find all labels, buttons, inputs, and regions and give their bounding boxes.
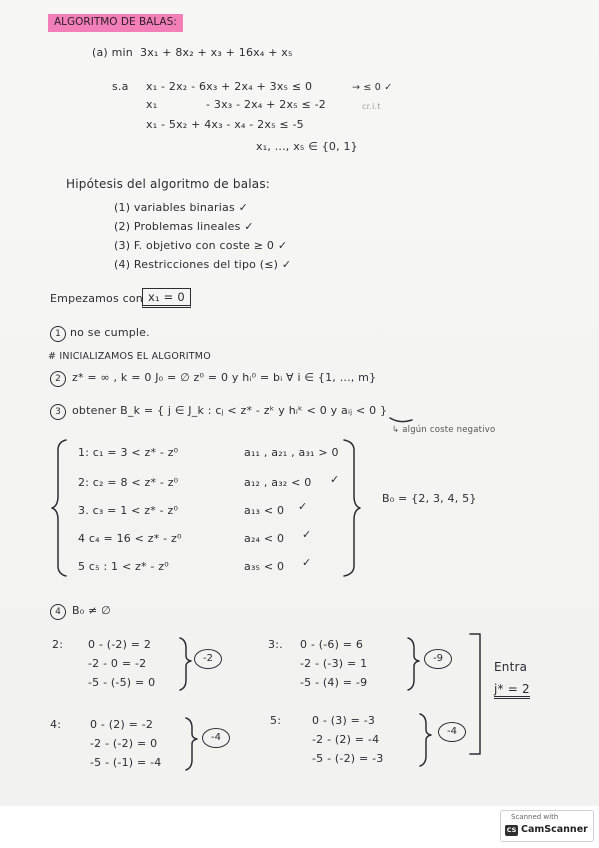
calc-2-line-3: -5 - (-5) = 0 bbox=[88, 676, 156, 689]
check-row-2: ✓ bbox=[330, 473, 340, 486]
variable-domain: x₁, ..., x₅ ∈ {0, 1} bbox=[256, 140, 358, 153]
b0-result: B₀ = {2, 3, 4, 5} bbox=[382, 492, 477, 505]
step-2-text: z* = ∞ , k = 0 J₀ = ∅ z⁰ = 0 y hᵢ⁰ = bᵢ ∀ i ∈ {1, ..., m} bbox=[72, 371, 377, 384]
constraint-1: x₁ - 2x₂ - 6x₃ + 2x₄ + 3x₅ ≤ 0 bbox=[146, 80, 313, 93]
calc-2-line-1: 0 - (-2) = 2 bbox=[88, 638, 152, 651]
calc-3-line-1: 0 - (-6) = 6 bbox=[300, 638, 364, 651]
calc-4-line-3: -5 - (-1) = -4 bbox=[90, 756, 162, 769]
step-4-number: 4 bbox=[50, 604, 66, 620]
objective-label: (a) min bbox=[92, 46, 133, 59]
calc-3-result: -9 bbox=[424, 649, 452, 669]
jstar-result: j* = 2 bbox=[494, 682, 530, 699]
cost-row-1: 1: c₁ = 3 < z* - z⁰ bbox=[78, 446, 179, 459]
calc-5-line-3: -5 - (-2) = -3 bbox=[312, 752, 384, 765]
step-3-text: obtener B_k = { j ∈ J_k : cⱼ < z* - zᵏ y hᵢᵏ < 0 y aᵢⱼ < 0 } bbox=[72, 404, 388, 417]
constraint-2-note: cr.i.t bbox=[362, 102, 381, 111]
calc-3-line-2: -2 - (-3) = 1 bbox=[300, 657, 368, 670]
camscanner-icon: CS bbox=[506, 826, 517, 834]
calc-2-line-2: -2 - 0 = -2 bbox=[88, 657, 147, 670]
check-row-4: ✓ bbox=[302, 528, 312, 541]
calc-4-label: 4: bbox=[50, 718, 62, 731]
hypotheses-heading: Hipótesis del algoritmo de balas: bbox=[66, 177, 271, 191]
calc-3-line-3: -5 - (4) = -9 bbox=[300, 676, 368, 689]
step-3-number: 3 bbox=[50, 404, 66, 420]
objective-function: 3x₁ + 8x₂ + x₃ + 16x₄ + x₅ bbox=[140, 46, 293, 59]
start-value-box: x₁ = 0 bbox=[142, 288, 191, 308]
constraint-1-note: → ≤ 0 ✓ bbox=[352, 82, 393, 93]
scanned-with-text: Scanned with bbox=[511, 813, 559, 821]
step-1-text: no se cumple. bbox=[70, 326, 150, 339]
calc-5-result: -4 bbox=[438, 722, 466, 742]
step-2-number: 2 bbox=[50, 371, 66, 387]
hypothesis-2: (2) Problemas lineales ✓ bbox=[114, 220, 254, 233]
calc-5-line-2: -2 - (2) = -4 bbox=[312, 733, 380, 746]
coef-row-3: a₁₃ < 0 bbox=[244, 504, 285, 517]
cost-row-5: 5 c₅ : 1 < z* - z⁰ bbox=[78, 560, 169, 573]
initialize-heading: # INICIALIZAMOS EL ALGORITMO bbox=[48, 351, 211, 362]
calc-3-label: 3:. bbox=[268, 638, 283, 651]
calc-2-result: -2 bbox=[194, 649, 222, 669]
cost-row-2: 2: c₂ = 8 < z* - z⁰ bbox=[78, 476, 179, 489]
coef-row-4: a₂₄ < 0 bbox=[244, 532, 285, 545]
cost-row-4: 4 c₄ = 16 < z* - z⁰ bbox=[78, 532, 182, 545]
constraint-2: - 3x₃ - 2x₄ + 2x₅ ≤ -2 bbox=[206, 98, 326, 111]
calc-5-line-1: 0 - (3) = -3 bbox=[312, 714, 376, 727]
start-text: Empezamos con bbox=[50, 292, 143, 305]
coef-row-5: a₃₅ < 0 bbox=[244, 560, 285, 573]
coef-row-2: a₁₂ , a₃₂ < 0 bbox=[244, 476, 312, 489]
hypothesis-3: (3) F. objetivo con coste ≥ 0 ✓ bbox=[114, 239, 288, 252]
constraint-2-x1: x₁ bbox=[146, 98, 158, 111]
coef-row-1: a₁₁ , a₂₁ , a₃₁ > 0 bbox=[244, 446, 339, 459]
calc-4-line-1: 0 - (2) = -2 bbox=[90, 718, 154, 731]
cost-row-3: 3. c₃ = 1 < z* - z⁰ bbox=[78, 504, 179, 517]
camscanner-logo bbox=[500, 810, 594, 842]
calc-5-label: 5: bbox=[270, 714, 282, 727]
subject-to-label: s.a bbox=[112, 80, 129, 93]
calc-4-result: -4 bbox=[202, 728, 230, 748]
step-4-text: B₀ ≠ ∅ bbox=[72, 604, 111, 617]
calc-4-line-2: -2 - (-2) = 0 bbox=[90, 737, 158, 750]
hypothesis-4: (4) Restricciones del tipo (≤) ✓ bbox=[114, 258, 292, 271]
calc-2-label: 2: bbox=[52, 638, 64, 651]
step-3-note: ↳ algún coste negativo bbox=[392, 425, 496, 435]
page-title: ALGORITMO DE BALAS: bbox=[48, 14, 183, 32]
entra-label: Entra bbox=[494, 660, 528, 674]
step-1-number: 1 bbox=[50, 326, 66, 342]
constraint-3: x₁ - 5x₂ + 4x₃ - x₄ - 2x₅ ≤ -5 bbox=[146, 118, 304, 131]
camscanner-name: CamScanner bbox=[521, 824, 588, 835]
check-row-3: ✓ bbox=[298, 500, 308, 513]
check-row-5: ✓ bbox=[302, 556, 312, 569]
hypothesis-1: (1) variables binarias ✓ bbox=[114, 201, 248, 214]
